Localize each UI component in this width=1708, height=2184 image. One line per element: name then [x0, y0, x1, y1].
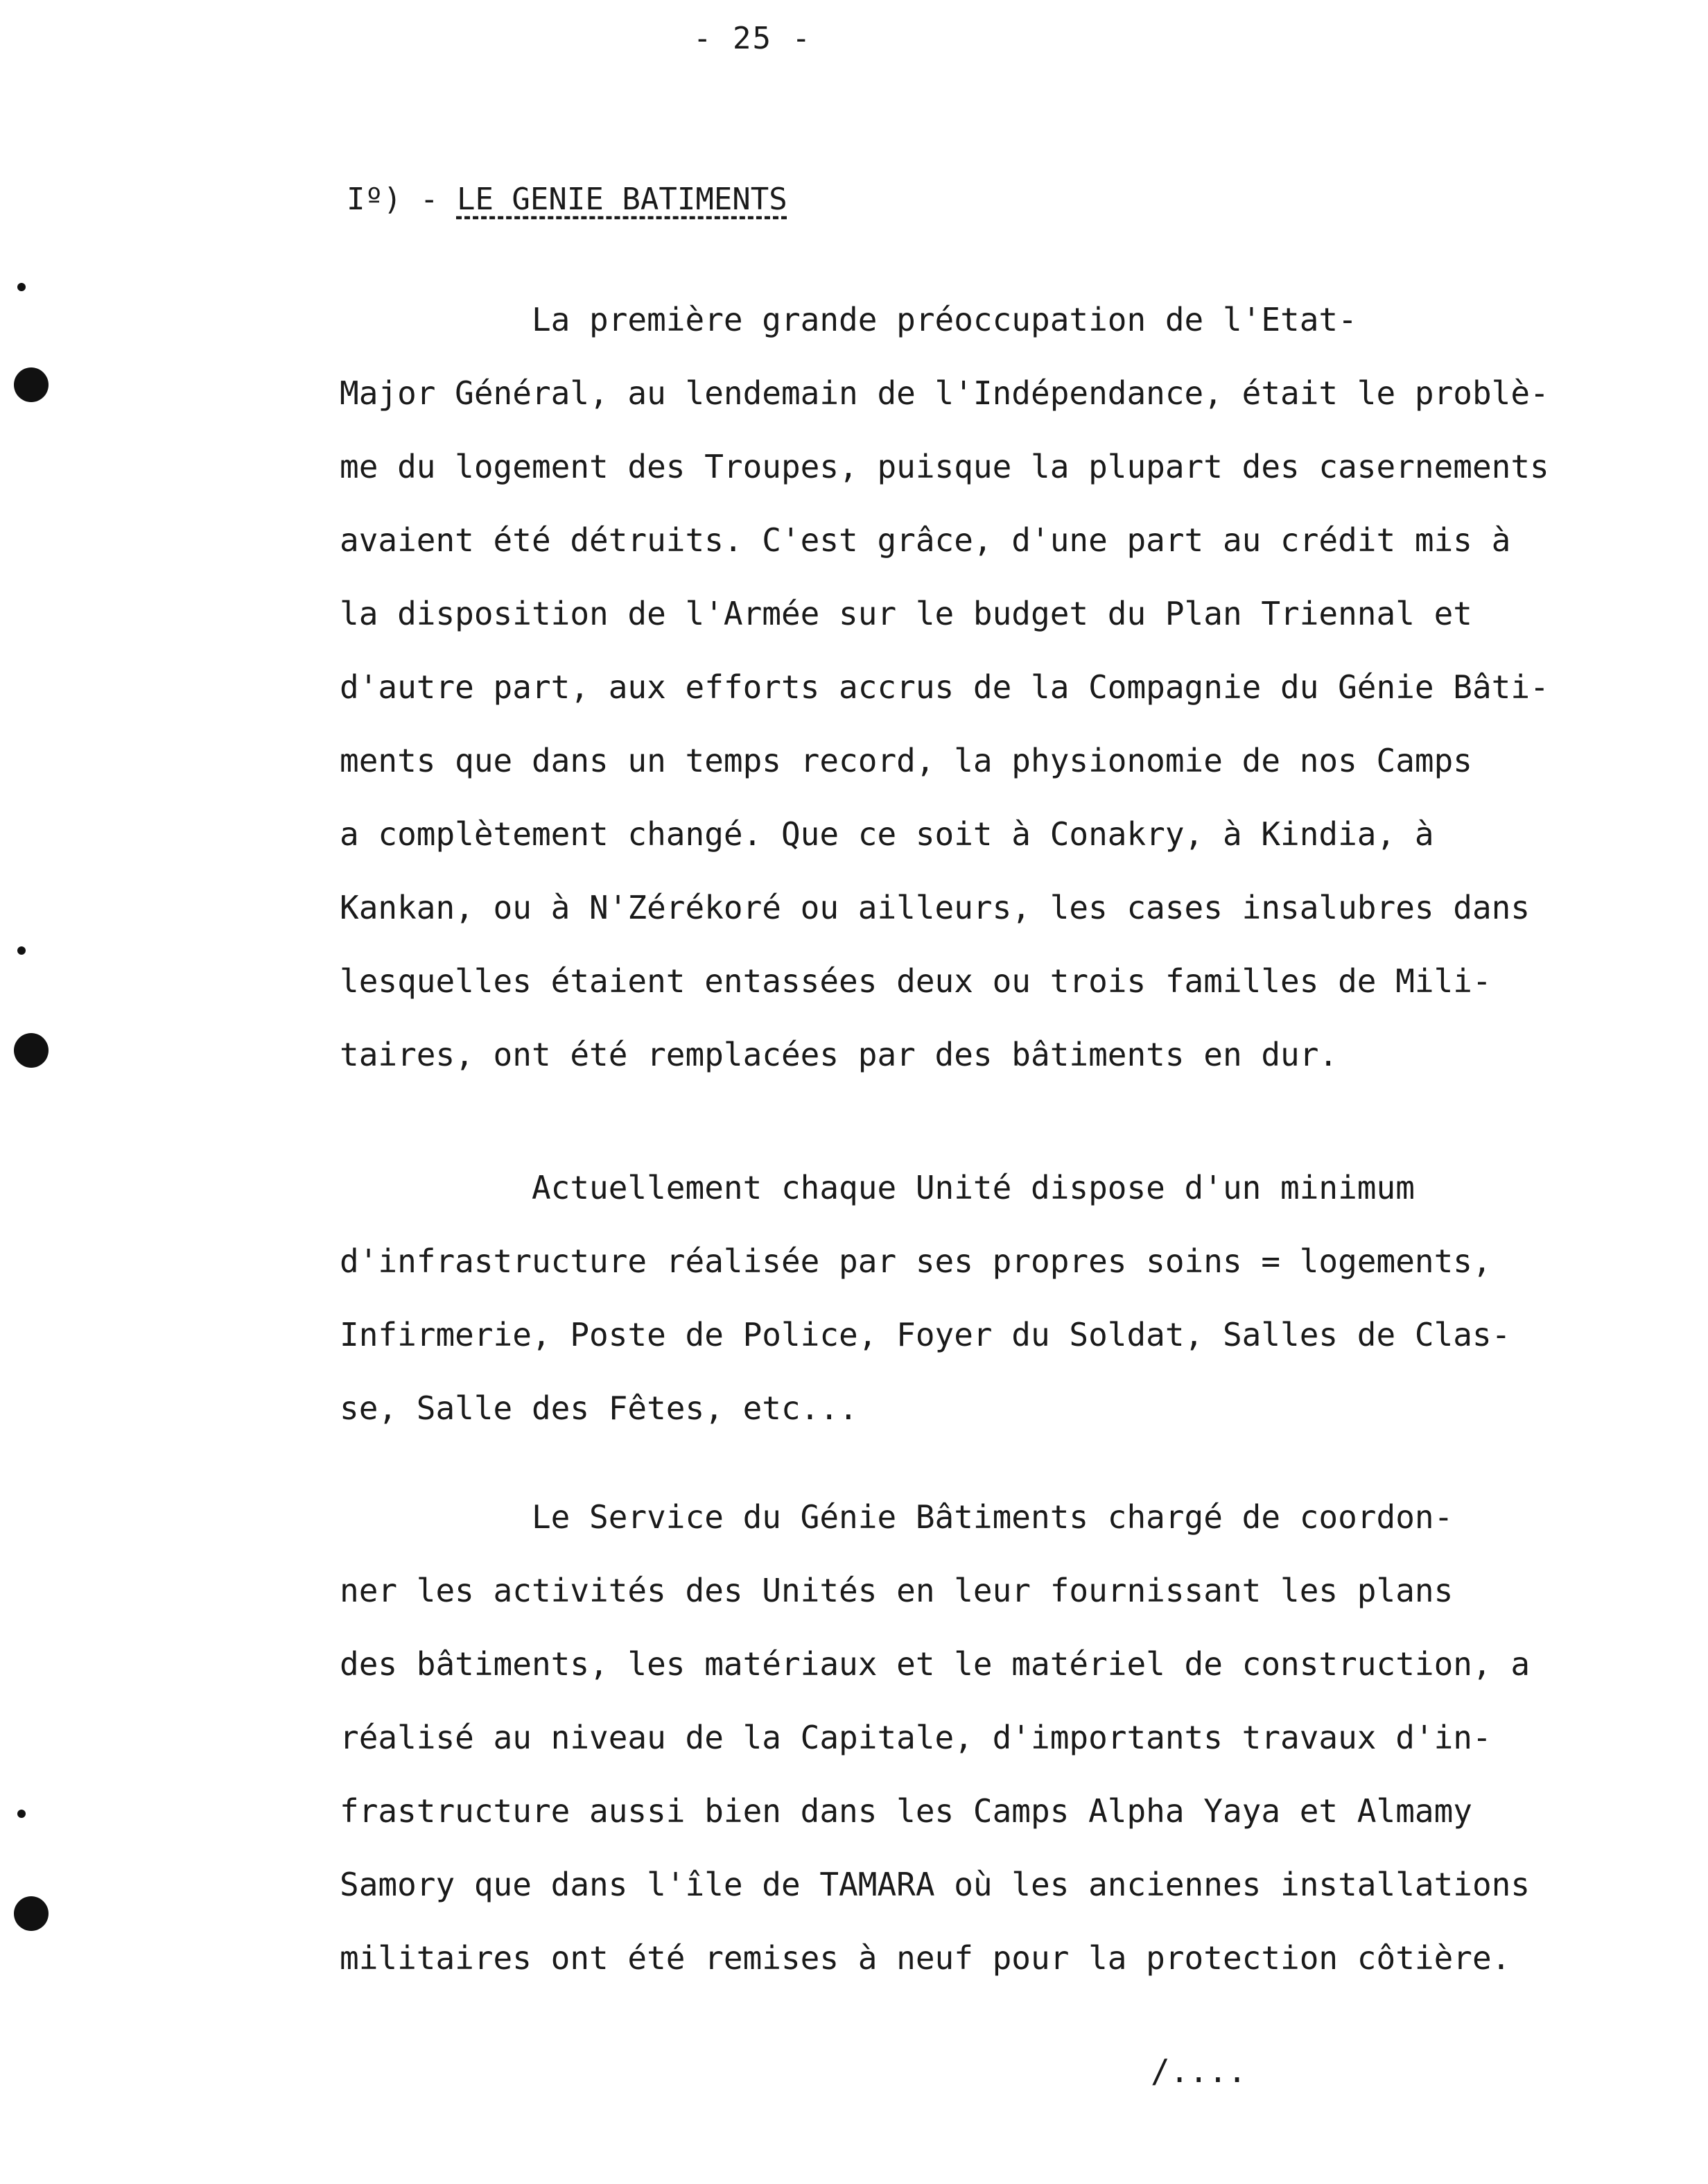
paragraph-housing [340, 283, 1622, 1091]
continuation-mark: /.... [1151, 2052, 1247, 2090]
text-line: taires, ont été remplacées par des bâtiments en dur. [340, 1036, 1339, 1073]
text-line: Infirmerie, Poste de Police, Foyer du Soldat, Salles de Clas- [340, 1316, 1511, 1353]
paragraph-infrastructure [340, 1151, 1622, 1445]
text-line: se, Salle des Fêtes, etc... [340, 1389, 858, 1427]
margin-speck [17, 283, 26, 291]
text-line: d'infrastructure réalisée par ses propres soins = logements, [340, 1242, 1492, 1280]
text-line: La première grande préoccupation de l'Etat- [340, 301, 1357, 338]
text-line: militaires ont été remises à neuf pour la protection côtière. [340, 1939, 1511, 1977]
section-number: Iº) - [347, 182, 457, 217]
punch-hole [14, 1033, 49, 1068]
text-line: avaient été détruits. C'est grâce, d'une part au crédit mis à [340, 521, 1511, 559]
margin-speck [17, 1810, 26, 1818]
punch-hole [14, 367, 49, 402]
paragraph-service [340, 1480, 1622, 1995]
text-line: Samory que dans l'île de TAMARA où les anciennes installations [340, 1866, 1531, 1903]
text-line: d'autre part, aux efforts accrus de la Compagnie du Génie Bâti- [340, 668, 1549, 706]
text-line: ments que dans un temps record, la physionomie de nos Camps [340, 742, 1472, 779]
punch-hole [14, 1896, 49, 1931]
text-line: la disposition de l'Armée sur le budget du Plan Triennal et [340, 595, 1472, 632]
text-line: Actuellement chaque Unité dispose d'un minimum [340, 1169, 1415, 1206]
page-number: - 25 - [693, 21, 812, 56]
text-line: Major Général, au lendemain de l'Indépendance, était le problè- [340, 374, 1549, 412]
text-line: Kankan, ou à N'Zérékoré ou ailleurs, les cases insalubres dans [340, 889, 1531, 926]
text-line: réalisé au niveau de la Capitale, d'importants travaux d'in- [340, 1719, 1492, 1756]
margin-speck [17, 946, 26, 955]
section-title: LE GENIE BATIMENTS [456, 182, 787, 217]
text-line: me du logement des Troupes, puisque la plupart des casernements [340, 448, 1549, 485]
text-line: des bâtiments, les matériaux et le matériel de construction, a [340, 1645, 1531, 1683]
text-line: lesquelles étaient entassées deux ou trois familles de Mili- [340, 962, 1492, 1000]
text-line: frastructure aussi bien dans les Camps Alpha Yaya et Almamy [340, 1792, 1472, 1830]
text-line: ner les activités des Unités en leur fournissant les plans [340, 1572, 1454, 1609]
text-line: Le Service du Génie Bâtiments chargé de coordon- [340, 1498, 1454, 1536]
section-heading [347, 182, 787, 217]
text-line: a complètement changé. Que ce soit à Conakry, à Kindia, à [340, 815, 1434, 853]
